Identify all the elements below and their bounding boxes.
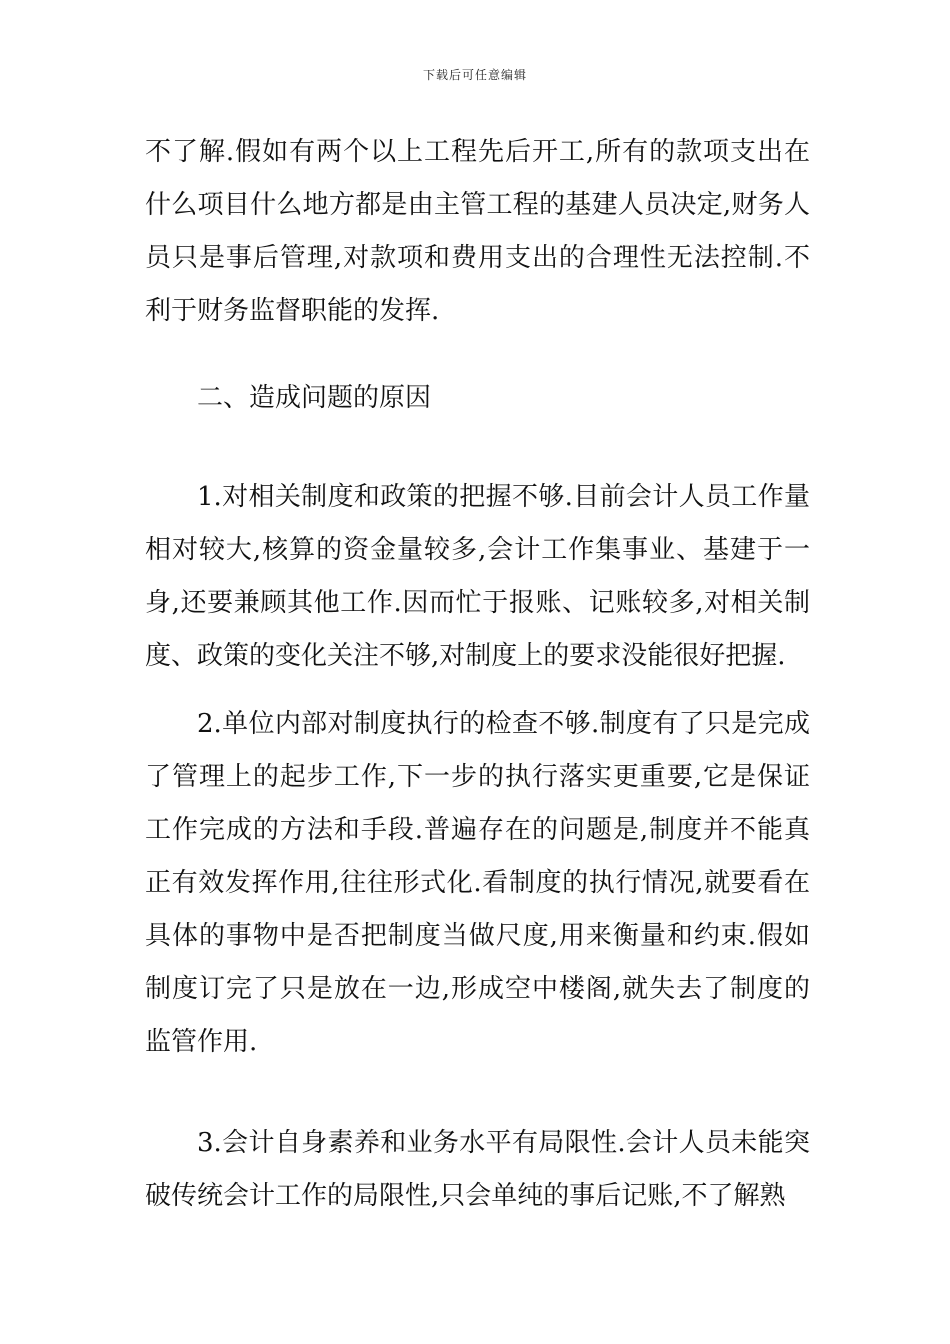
paragraph-item-3: 3.会计自身素养和业务水平有局限性.会计人员未能突破传统会计工作的局限性,只会单纯的事后记账,不了解熟 [145, 1128, 810, 1211]
paragraph-item-1: 1.对相关制度和政策的把握不够.目前会计人员工作量相对较大,核算的资金量较多,会计工作集事业、基建于一身,还要兼顾其他工作.因而忙于报账、记账较多,对相关制度、政策的变化关注不够,对制度上的要求没能很好把握. [145, 482, 810, 671]
page-header: 下载后可任意编辑 [422, 68, 527, 82]
continued-paragraph: 不了解.假如有两个以上工程先后开工,所有的款项支出在什么项目什么地方都是由主管工程的基建人员决定,财务人员只是事后管理,对款项和费用支出的合理性无法控制.不利于财务监督职能的发挥. [145, 137, 810, 326]
paragraph-item-2: 2.单位内部对制度执行的检查不够.制度有了只是完成了管理上的起步工作,下一步的执行落实更重要,它是保证工作完成的方法和手段.普遍存在的问题是,制度并不能真正有效发挥作用,往往形式化.看制度的执行情况,就要看在具体的事物中是否把制度当做尺度,用来衡量和约束.假如制度订完了只是放在一边,形成空中楼阁,就失去了制度的监管作用. [145, 709, 810, 1057]
section-heading: 二、造成问题的原因 [197, 383, 432, 413]
